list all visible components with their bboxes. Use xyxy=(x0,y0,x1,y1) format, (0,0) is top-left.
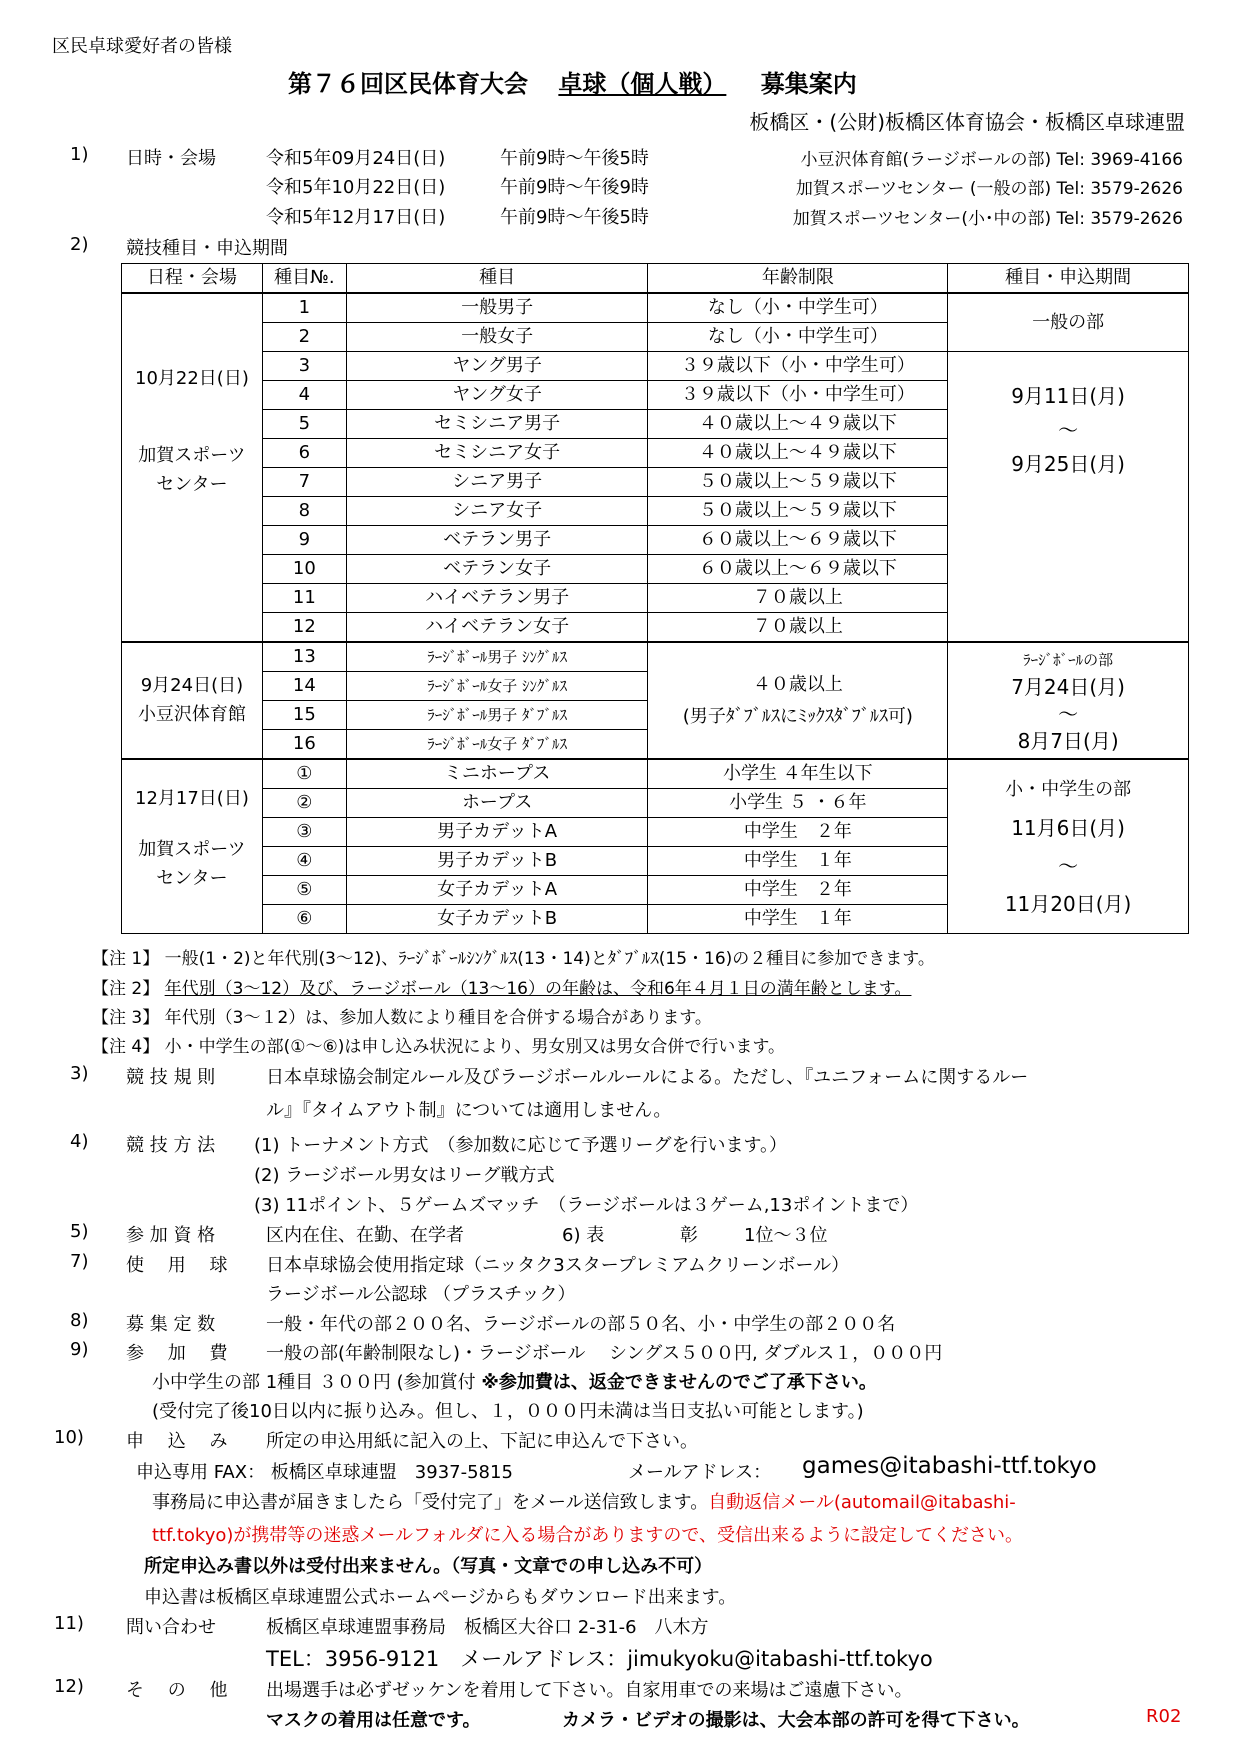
table-row-event: ハイベテラン女子 xyxy=(346,613,648,643)
sec12-num: 12) xyxy=(54,1676,84,1697)
table-row-event: ホープス xyxy=(346,789,648,818)
group2-venue: 小豆沢体育館 xyxy=(137,703,246,725)
header-no: 種目№. xyxy=(262,264,346,294)
sec1-date-3: 令和5年12月17日(日) xyxy=(266,207,446,228)
table-row-event: ﾗｰｼﾞﾎﾞｰﾙ女子 ﾀﾞﾌﾞﾙｽ xyxy=(346,730,648,760)
table-row-no: 14 xyxy=(262,672,346,701)
group3-period-end: 11月20日(月) xyxy=(1004,891,1132,916)
sec5-num: 5) xyxy=(70,1221,89,1242)
sec9-text-2a: 小中学生の部 1種目 ３００円 (参加賞付 xyxy=(152,1372,482,1393)
table-row-age: ３９歳以下（小・中学生可） xyxy=(648,352,948,381)
sec3-text-1: 日本卓球協会制定ルール及びラージボールルールによる。ただし、『ユニフォームに関するルー xyxy=(266,1067,1029,1088)
table-row-no: 11 xyxy=(262,584,346,613)
sec6-label: 彰 xyxy=(680,1225,698,1246)
table-row-age: ６０歳以上～６９歳以下 xyxy=(648,555,948,584)
table-row-no: 6 xyxy=(262,439,346,468)
table-row-event: ベテラン男子 xyxy=(346,526,648,555)
table-row-age: 中学生 ２年 xyxy=(648,876,948,905)
group1-period xyxy=(948,352,1189,643)
table-row-no: ③ xyxy=(262,818,346,847)
table-row-age: 中学生 ２年 xyxy=(648,818,948,847)
salutation: 区民卓球愛好者の皆様 xyxy=(52,36,232,57)
header-age: 年齢制限 xyxy=(648,264,948,294)
group1-period-label: 一般の部 xyxy=(948,293,1189,352)
title-sub: 募集案内 xyxy=(760,70,857,98)
table-row-no: 2 xyxy=(262,323,346,352)
group2-age-1: ４０歳以上 xyxy=(752,673,843,695)
table-row-event: ﾗｰｼﾞﾎﾞｰﾙ男子 ﾀﾞﾌﾞﾙｽ xyxy=(346,701,648,730)
table-row-no: 16 xyxy=(262,730,346,760)
sec7-label: 使 用 球 xyxy=(126,1255,228,1276)
note-3: 【注 3】 年代別（3～１2）は、参加人数により種目を合併する場合があります。 xyxy=(92,1008,712,1028)
note-2-prefix: 【注 2】 xyxy=(92,979,160,999)
sec11-tel: TEL：3956-9121 メールアドレス：jimukyoku@itabashi-ttf.tokyo xyxy=(266,1647,933,1671)
table-row-no: ⑥ xyxy=(262,905,346,934)
group1-period-start: 9月11日(月) xyxy=(1011,383,1125,408)
sec1-venue-3: 加賀スポーツセンター(小･中の部) Tel: 3579-2626 xyxy=(792,209,1183,229)
sec10-confirm-line xyxy=(152,1488,1016,1514)
sec12-text: 出場選手は必ずゼッケンを着用して下さい。自家用車での来場はご遠慮下さい。 xyxy=(266,1680,913,1701)
table-row-no: 12 xyxy=(262,613,346,643)
table-row-event: ﾗｰｼﾞﾎﾞｰﾙ男子 ｼﾝｸﾞﾙｽ xyxy=(346,642,648,672)
table-row-no: 3 xyxy=(262,352,346,381)
group3-period xyxy=(948,759,1189,934)
sec10-download: 申込書は板橋区卓球連盟公式ホームページからもダウンロード出来ます。 xyxy=(144,1587,737,1608)
table-row-event: ﾗｰｼﾞﾎﾞｰﾙ女子 ｼﾝｸﾞﾙｽ xyxy=(346,672,648,701)
table-row-no: ① xyxy=(262,759,346,789)
table-row-event: ハイベテラン男子 xyxy=(346,584,648,613)
sec11-num: 11) xyxy=(54,1613,84,1634)
sec1-venue-1: 小豆沢体育館(ラージボールの部) Tel: 3969-4166 xyxy=(800,150,1183,170)
sec12-camera: カメラ・ビデオの撮影は、大会本部の許可を得て下さい。 xyxy=(562,1710,1030,1731)
table-row-age: ５０歳以上～５９歳以下 xyxy=(648,468,948,497)
sec10-red-1: 自動返信メール(automail@itabashi- xyxy=(708,1492,1016,1513)
sec9-label: 参 加 費 xyxy=(126,1343,228,1364)
group1-schedule xyxy=(122,293,263,642)
sec4-label: 競 技 方 法 xyxy=(126,1135,216,1156)
sec8-label: 募 集 定 数 xyxy=(126,1314,216,1335)
sec1-time-2: 午前9時～午後9時 xyxy=(500,177,649,198)
header-schedule: 日程・会場 xyxy=(122,264,263,294)
table-row-no: 5 xyxy=(262,410,346,439)
sec3-text-2: ル』『タイムアウト制』については適用しません。 xyxy=(266,1100,672,1121)
table-row-no: ④ xyxy=(262,847,346,876)
sec10-mail: games@itabashi-ttf.tokyo xyxy=(802,1453,1097,1479)
sec10-text: 所定の申込用紙に記入の上、下記に申込んで下さい。 xyxy=(266,1431,698,1452)
table-row-event: ヤング男子 xyxy=(346,352,648,381)
table-row-event: 女子カデットB xyxy=(346,905,648,934)
page-title xyxy=(288,64,857,99)
group2-period xyxy=(948,642,1189,759)
sec1-venue-2: 加賀スポーツセンター (一般の部) Tel: 3579-2626 xyxy=(795,179,1183,199)
sec5-label: 参 加 資 格 xyxy=(126,1225,216,1246)
table-row-no: 1 xyxy=(262,293,346,323)
group3-venue-1: 加賀スポーツ xyxy=(138,839,246,861)
sec11-label: 問い合わせ xyxy=(126,1617,216,1638)
table-row-event: 男子カデットA xyxy=(346,818,648,847)
table-row-event: ヤング女子 xyxy=(346,381,648,410)
sec10-label: 申 込 み xyxy=(126,1431,228,1452)
header-event: 種目 xyxy=(346,264,648,294)
sec10-bold: 所定申込み書以外は受付出来ません。（写真・文章での申し込み不可） xyxy=(144,1556,713,1577)
group3-period-start: 11月6日(月) xyxy=(1011,815,1125,840)
table-row-no: 13 xyxy=(262,642,346,672)
group1-period-end: 9月25日(月) xyxy=(1011,451,1125,476)
sec3-num: 3) xyxy=(70,1063,89,1084)
sec9-text-2 xyxy=(152,1368,877,1394)
sec1-num: 1) xyxy=(70,144,89,165)
table-row-age: ７０歳以上 xyxy=(648,584,948,613)
table-row-no: ⑤ xyxy=(262,876,346,905)
sec9-text-1: 一般の部(年齢制限なし)・ラージボール シングス５００円, ダブルス１，０００円 xyxy=(266,1343,943,1364)
sec2-num: 2) xyxy=(70,234,89,255)
table-row-age: ７０歳以上 xyxy=(648,613,948,643)
sec10-fax: 申込専用 FAX： 板橋区卓球連盟 3937-5815 xyxy=(136,1462,513,1483)
table-row-no: 10 xyxy=(262,555,346,584)
organizers: 板橋区・(公財)板橋区体育協会・板橋区卓球連盟 xyxy=(749,110,1185,134)
note-2-text: 年代別（3～12）及び、ラージボール（13～16）の年齢は、令和6年４月１日の満年齢とします。 xyxy=(164,979,912,999)
sec4-num: 4) xyxy=(70,1131,89,1152)
group1-venue-2: センター xyxy=(156,473,228,495)
table-row-event: シニア男子 xyxy=(346,468,648,497)
sec4-item-1: (1) トーナメント方式 （参加数に応じて予選リーグを行います。） xyxy=(254,1135,788,1156)
sec10-mail-label: メールアドレス： xyxy=(628,1462,772,1483)
group1-date: 10月22日(日) xyxy=(135,368,249,390)
group2-schedule xyxy=(122,642,263,759)
sec7-text-2: ラージボール公認球 （プラスチック） xyxy=(266,1284,576,1305)
header-period: 種目・申込期間 xyxy=(948,264,1189,294)
sec10-num: 10) xyxy=(54,1427,84,1448)
sec6-num: 6) 表 xyxy=(562,1225,605,1246)
table-row-age: ４０歳以上～４９歳以下 xyxy=(648,439,948,468)
table-row-event: 女子カデットA xyxy=(346,876,648,905)
group2-date: 9月24日(日) xyxy=(140,674,244,696)
sec12-label: そ の 他 xyxy=(126,1680,228,1701)
note-2 xyxy=(92,974,911,999)
sec6-text: 1位～３位 xyxy=(744,1225,828,1246)
group2-period-end: 8月7日(月) xyxy=(1017,728,1119,753)
sec4-item-3: (3) 11ポイント、５ゲームズマッチ （ラージボールは３ゲーム,13ポイントまで） xyxy=(254,1195,919,1216)
table-row-age: 小学生 ４年生以下 xyxy=(648,759,948,789)
group3-schedule xyxy=(122,759,263,934)
table-row-no: 9 xyxy=(262,526,346,555)
sec9-text-2b: ※参加費は、返金できませんのでご了承下さい。 xyxy=(481,1372,877,1393)
group3-period-tilde: ～ xyxy=(1058,853,1079,878)
group3-date: 12月17日(日) xyxy=(135,788,249,810)
table-row-event: ベテラン女子 xyxy=(346,555,648,584)
sec7-num: 7) xyxy=(70,1251,89,1272)
sec5-text: 区内在住、在勤、在学者 xyxy=(266,1225,464,1246)
group3-venue-2: センター xyxy=(156,867,228,889)
group3-period-label: 小・中学生の部 xyxy=(1005,778,1132,800)
sec11-text: 板橋区卓球連盟事務局 板橋区大谷口 2-31-6 八木方 xyxy=(266,1617,709,1638)
sec1-label: 日時・会場 xyxy=(126,148,216,169)
title-event: 卓球（個人戦） xyxy=(558,70,727,98)
title-main: 第７６回区民体育大会 xyxy=(288,70,528,98)
table-row-event: セミシニア男子 xyxy=(346,410,648,439)
group2-period-label: ﾗｰｼﾞﾎﾞｰﾙの部 xyxy=(1023,650,1114,669)
sec9-num: 9) xyxy=(70,1339,89,1360)
table-row-event: 一般男子 xyxy=(346,293,648,323)
sec1-time-3: 午前9時～午後5時 xyxy=(500,207,649,228)
table-row-no: 8 xyxy=(262,497,346,526)
table-row-age: 中学生 １年 xyxy=(648,847,948,876)
note-4: 【注 4】 小・中学生の部(①～⑥)は申し込み状況により、男女別又は男女合併で行います。 xyxy=(92,1037,786,1057)
table-row-event: セミシニア女子 xyxy=(346,439,648,468)
sec1-date-1: 令和5年09月24日(日) xyxy=(266,148,446,169)
sec4-item-2: (2) ラージボール男女はリーグ戦方式 xyxy=(254,1165,555,1186)
group2-age xyxy=(648,642,948,759)
table-row-age: なし（小・中学生可） xyxy=(648,293,948,323)
note-1: 【注 1】 一般(1・2)と年代別(3～12)、ﾗｰｼﾞﾎﾞｰﾙｼﾝｸﾞﾙｽ(13・14)とﾀﾞﾌﾞﾙｽ(15・16)の２種目に参加できます。 xyxy=(92,949,935,969)
table-row-event: 一般女子 xyxy=(346,323,648,352)
group2-period-start: 7月24日(月) xyxy=(1011,674,1125,699)
table-row-age: なし（小・中学生可） xyxy=(648,323,948,352)
sec12-mask: マスクの着用は任意です。 xyxy=(266,1710,481,1731)
table-row-event: 男子カデットB xyxy=(346,847,648,876)
table-row-age: ４０歳以上～４９歳以下 xyxy=(648,410,948,439)
table-row-no: 15 xyxy=(262,701,346,730)
table-row-event: ミニホープス xyxy=(346,759,648,789)
sec8-num: 8) xyxy=(70,1310,89,1331)
table-row-age: ５０歳以上～５９歳以下 xyxy=(648,497,948,526)
table-row-age: ３９歳以下（小・中学生可） xyxy=(648,381,948,410)
sec3-label: 競 技 規 則 xyxy=(126,1067,216,1088)
doc-code: R02 xyxy=(1146,1706,1182,1727)
group2-period-tilde: ～ xyxy=(1058,701,1079,726)
sec2-label: 競技種目・申込期間 xyxy=(126,238,288,259)
group1-period-tilde: ～ xyxy=(1058,417,1079,442)
sec1-time-1: 午前9時～午後5時 xyxy=(500,148,649,169)
sec9-text-3: (受付完了後10日以内に振り込み。但し、１，０００円未満は当日支払い可能とします。) xyxy=(152,1401,864,1422)
sec10-confirm: 事務局に申込書が届きましたら「受付完了」をメール送信致します。 xyxy=(152,1492,709,1513)
table-row-no: 7 xyxy=(262,468,346,497)
table-row-age: ６０歳以上～６９歳以下 xyxy=(648,526,948,555)
table-row-no: 4 xyxy=(262,381,346,410)
sec8-text: 一般・年代の部２００名、ラージボールの部５０名、小・中学生の部２００名 xyxy=(266,1314,896,1335)
table-row-no: ② xyxy=(262,789,346,818)
sec7-text-1: 日本卓球協会使用指定球（ニッタク3スタープレミアムクリーンボール） xyxy=(266,1255,850,1276)
table-row-age: 小学生 ５ ・６年 xyxy=(648,789,948,818)
sec1-date-2: 令和5年10月22日(日) xyxy=(266,177,446,198)
table-row-event: シニア女子 xyxy=(346,497,648,526)
group1-venue-1: 加賀スポーツ xyxy=(138,445,246,467)
events-table xyxy=(121,263,1189,934)
table-row-age: 中学生 １年 xyxy=(648,905,948,934)
group2-age-2: (男子ﾀﾞﾌﾞﾙｽにﾐｯｸｽﾀﾞﾌﾞﾙｽ可) xyxy=(682,705,913,727)
sec10-red-2: ttf.tokyo)が携帯等の迷惑メールフォルダに入る場合がありますので、受信出来るように設定してください。 xyxy=(152,1525,1024,1546)
